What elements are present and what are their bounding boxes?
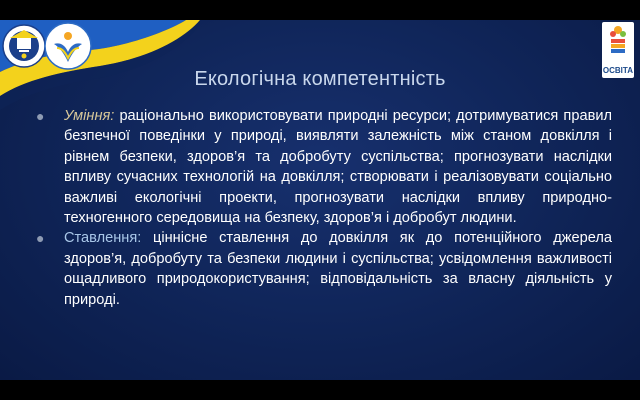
skills-text: раціонально використовувати природні ресурси; дотримуватися правил безпечної поведінки у природі, виявляти залежність між станом довкілля і рівнем безпеки, здоров’я та добробуту суспільства; прогнозувати наслідки впливу сучасних технологій на довкілля; створювати і реалізовувати соціально важливі екологічні проекти, прогнозувати наслідки впливу природно-техногенного середовища на безпеку, здоров’я і добробут людини. — [64, 108, 612, 227]
bullet-icon: ● — [36, 108, 45, 124]
bullet-attitude — [38, 228, 612, 310]
slide-body — [38, 106, 612, 310]
osvita-logo-label: ОСВІТА — [602, 66, 634, 75]
education-emblem-icon — [44, 22, 92, 70]
university-emblem-icon — [2, 24, 46, 68]
slide-title: Екологічна компетентність — [194, 68, 446, 90]
osvita-logo-icon — [602, 22, 634, 62]
skills-keyword: Уміння: — [64, 108, 115, 124]
attitude-text: ціннісне ставлення до довкілля як до потенційного джерела здоров’я, добробуту та безпеки людини і суспільства; усвідомлення важливості ощадливого природокористування; відповідальність за власну діяльність у природі. — [64, 230, 612, 308]
bullet-icon: ● — [36, 230, 45, 247]
attitude-keyword: Ставлення: — [64, 230, 142, 247]
bullet-skills — [38, 106, 612, 228]
presentation-slide — [0, 20, 640, 380]
